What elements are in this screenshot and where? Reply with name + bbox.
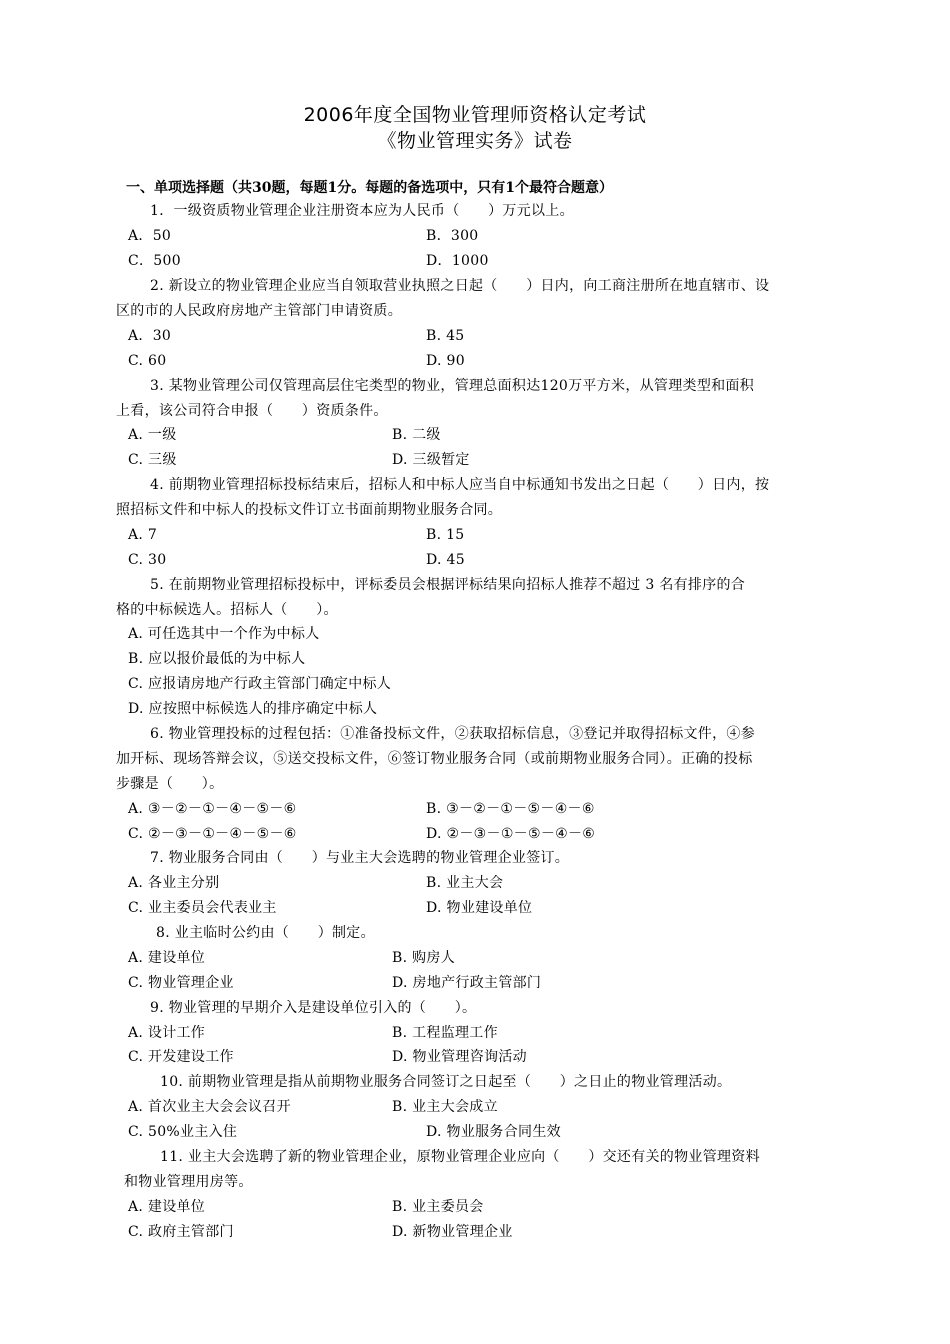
question-7-option-c: C. 业主委员会代表业主 xyxy=(128,900,277,916)
question-9-option-c: C. 开发建设工作 xyxy=(128,1049,234,1065)
question-5-stem: 5. 在前期物业管理招标投标中，评标委员会根据评标结果向招标人推荐不超过 3 名有排序的合 xyxy=(150,577,746,593)
question-6-option-a: A. ③－②－①－④－⑤－⑥ xyxy=(128,801,297,817)
question-11-option-a: A. 建设单位 xyxy=(128,1199,206,1215)
question-7-option-a: A. 各业主分别 xyxy=(128,875,220,891)
question-3-option-b: B. 二级 xyxy=(392,427,441,443)
question-9-option-a: A. 设计工作 xyxy=(128,1025,206,1041)
question-8-option-a: A. 建设单位 xyxy=(128,950,206,966)
question-11-stem: 11. 业主大会选聘了新的物业管理企业，原物业管理企业应向（ ）交还有关的物业管理资料 xyxy=(160,1149,760,1165)
question-6-stem-cont-2: 步骤是（ ）。 xyxy=(116,776,224,792)
question-10-option-b: B. 业主大会成立 xyxy=(392,1099,498,1115)
question-9-stem: 9. 物业管理的早期介入是建设单位引入的（ ）。 xyxy=(150,1000,477,1016)
question-1-option-c: C．500 xyxy=(128,253,181,269)
question-10-stem: 10. 前期物业管理是指从前期物业服务合同签订之日起至（ ）之日止的物业管理活动。 xyxy=(160,1074,732,1090)
question-11-option-d: D. 新物业管理企业 xyxy=(392,1224,513,1240)
question-2-option-c: C. 60 xyxy=(128,353,167,369)
question-11-option-b: B. 业主委员会 xyxy=(392,1199,484,1215)
question-2-option-b: B. 45 xyxy=(426,328,465,344)
question-5-option-b: B. 应以报价最低的为中标人 xyxy=(128,651,306,667)
question-8-option-c: C. 物业管理企业 xyxy=(128,975,234,991)
question-10-option-c: C. 50%业主入住 xyxy=(128,1124,238,1140)
question-8-stem: 8. 业主临时公约由（ ）制定。 xyxy=(156,925,375,941)
exam-title: 2006年度全国物业管理师资格认定考试 xyxy=(303,104,647,126)
question-5-option-a: A. 可任选其中一个作为中标人 xyxy=(128,626,320,642)
question-5-stem-cont: 格的中标候选人。招标人（ ）。 xyxy=(116,602,338,618)
question-6-stem-cont-1: 加开标、现场答辩会议，⑤送交投标文件，⑥签订物业服务合同（或前期物业服务合同）。正确的投标 xyxy=(116,751,753,767)
question-6-option-b: B. ③－②－①－⑤－④－⑥ xyxy=(426,801,595,817)
question-10-option-d: D. 物业服务合同生效 xyxy=(426,1124,561,1140)
question-3-stem-cont: 上看，该公司符合申报（ ）资质条件。 xyxy=(116,403,388,419)
question-4-option-d: D. 45 xyxy=(426,552,465,568)
question-9-option-b: B. 工程监理工作 xyxy=(392,1025,498,1041)
question-2-option-a: A．30 xyxy=(128,328,172,344)
question-4-option-b: B. 15 xyxy=(426,527,465,543)
question-1-option-d: D．1000 xyxy=(426,253,489,269)
question-6-option-c: C. ②－③－①－④－⑤－⑥ xyxy=(128,826,297,842)
question-1-option-b: B．300 xyxy=(426,228,479,244)
question-5-option-d: D. 应按照中标候选人的排序确定中标人 xyxy=(128,701,378,717)
question-7-option-b: B. 业主大会 xyxy=(426,875,504,891)
question-7-stem: 7. 物业服务合同由（ ）与业主大会选聘的物业管理企业签订。 xyxy=(150,850,570,866)
question-11-option-c: C. 政府主管部门 xyxy=(128,1224,234,1240)
question-4-option-a: A. 7 xyxy=(128,527,158,543)
question-6-stem: 6. 物业管理投标的过程包括：①准备投标文件，②获取招标信息，③登记并取得招标文件，④参 xyxy=(150,726,756,742)
question-5-option-c: C. 应报请房地产行政主管部门确定中标人 xyxy=(128,676,392,692)
question-2-stem: 2. 新设立的物业管理企业应当自领取营业执照之日起（ ）日内，向工商注册所在地直辖市、设 xyxy=(150,278,770,294)
question-2-stem-cont: 区的市的人民政府房地产主管部门申请资质。 xyxy=(116,303,402,319)
question-8-option-b: B. 购房人 xyxy=(392,950,455,966)
question-3-stem: 3. 某物业管理公司仅管理高层住宅类型的物业，管理总面积达120万平方米，从管理类型和面积 xyxy=(150,378,755,394)
question-4-stem: 4. 前期物业管理招标投标结束后，招标人和中标人应当自中标通知书发出之日起（ ）日内，按 xyxy=(150,477,770,493)
question-3-option-c: C. 三级 xyxy=(128,452,177,468)
question-4-option-c: C. 30 xyxy=(128,552,167,568)
question-1-stem: 1．一级资质物业管理企业注册资本应为人民币（ ）万元以上。 xyxy=(150,203,574,219)
question-8-option-d: D. 房地产行政主管部门 xyxy=(392,975,542,991)
question-6-option-d: D. ②－③－①－⑤－④－⑥ xyxy=(426,826,596,842)
question-9-option-d: D. 物业管理咨询活动 xyxy=(392,1049,527,1065)
question-7-option-d: D. 物业建设单位 xyxy=(426,900,533,916)
question-1-option-a: A．50 xyxy=(128,228,172,244)
question-11-stem-cont: 和物业管理用房等。 xyxy=(124,1174,253,1190)
question-2-option-d: D. 90 xyxy=(426,353,465,369)
exam-subtitle: 《物业管理实务》试卷 xyxy=(377,130,573,152)
question-3-option-d: D. 三级暂定 xyxy=(392,452,470,468)
question-10-option-a: A. 首次业主大会会议召开 xyxy=(128,1099,291,1115)
section-heading: 一、单项选择题（共30题，每题1分。每题的备选项中，只有1个最符合题意） xyxy=(126,180,613,196)
question-4-stem-cont: 照招标文件和中标人的投标文件订立书面前期物业服务合同。 xyxy=(116,502,503,518)
question-3-option-a: A. 一级 xyxy=(128,427,177,443)
